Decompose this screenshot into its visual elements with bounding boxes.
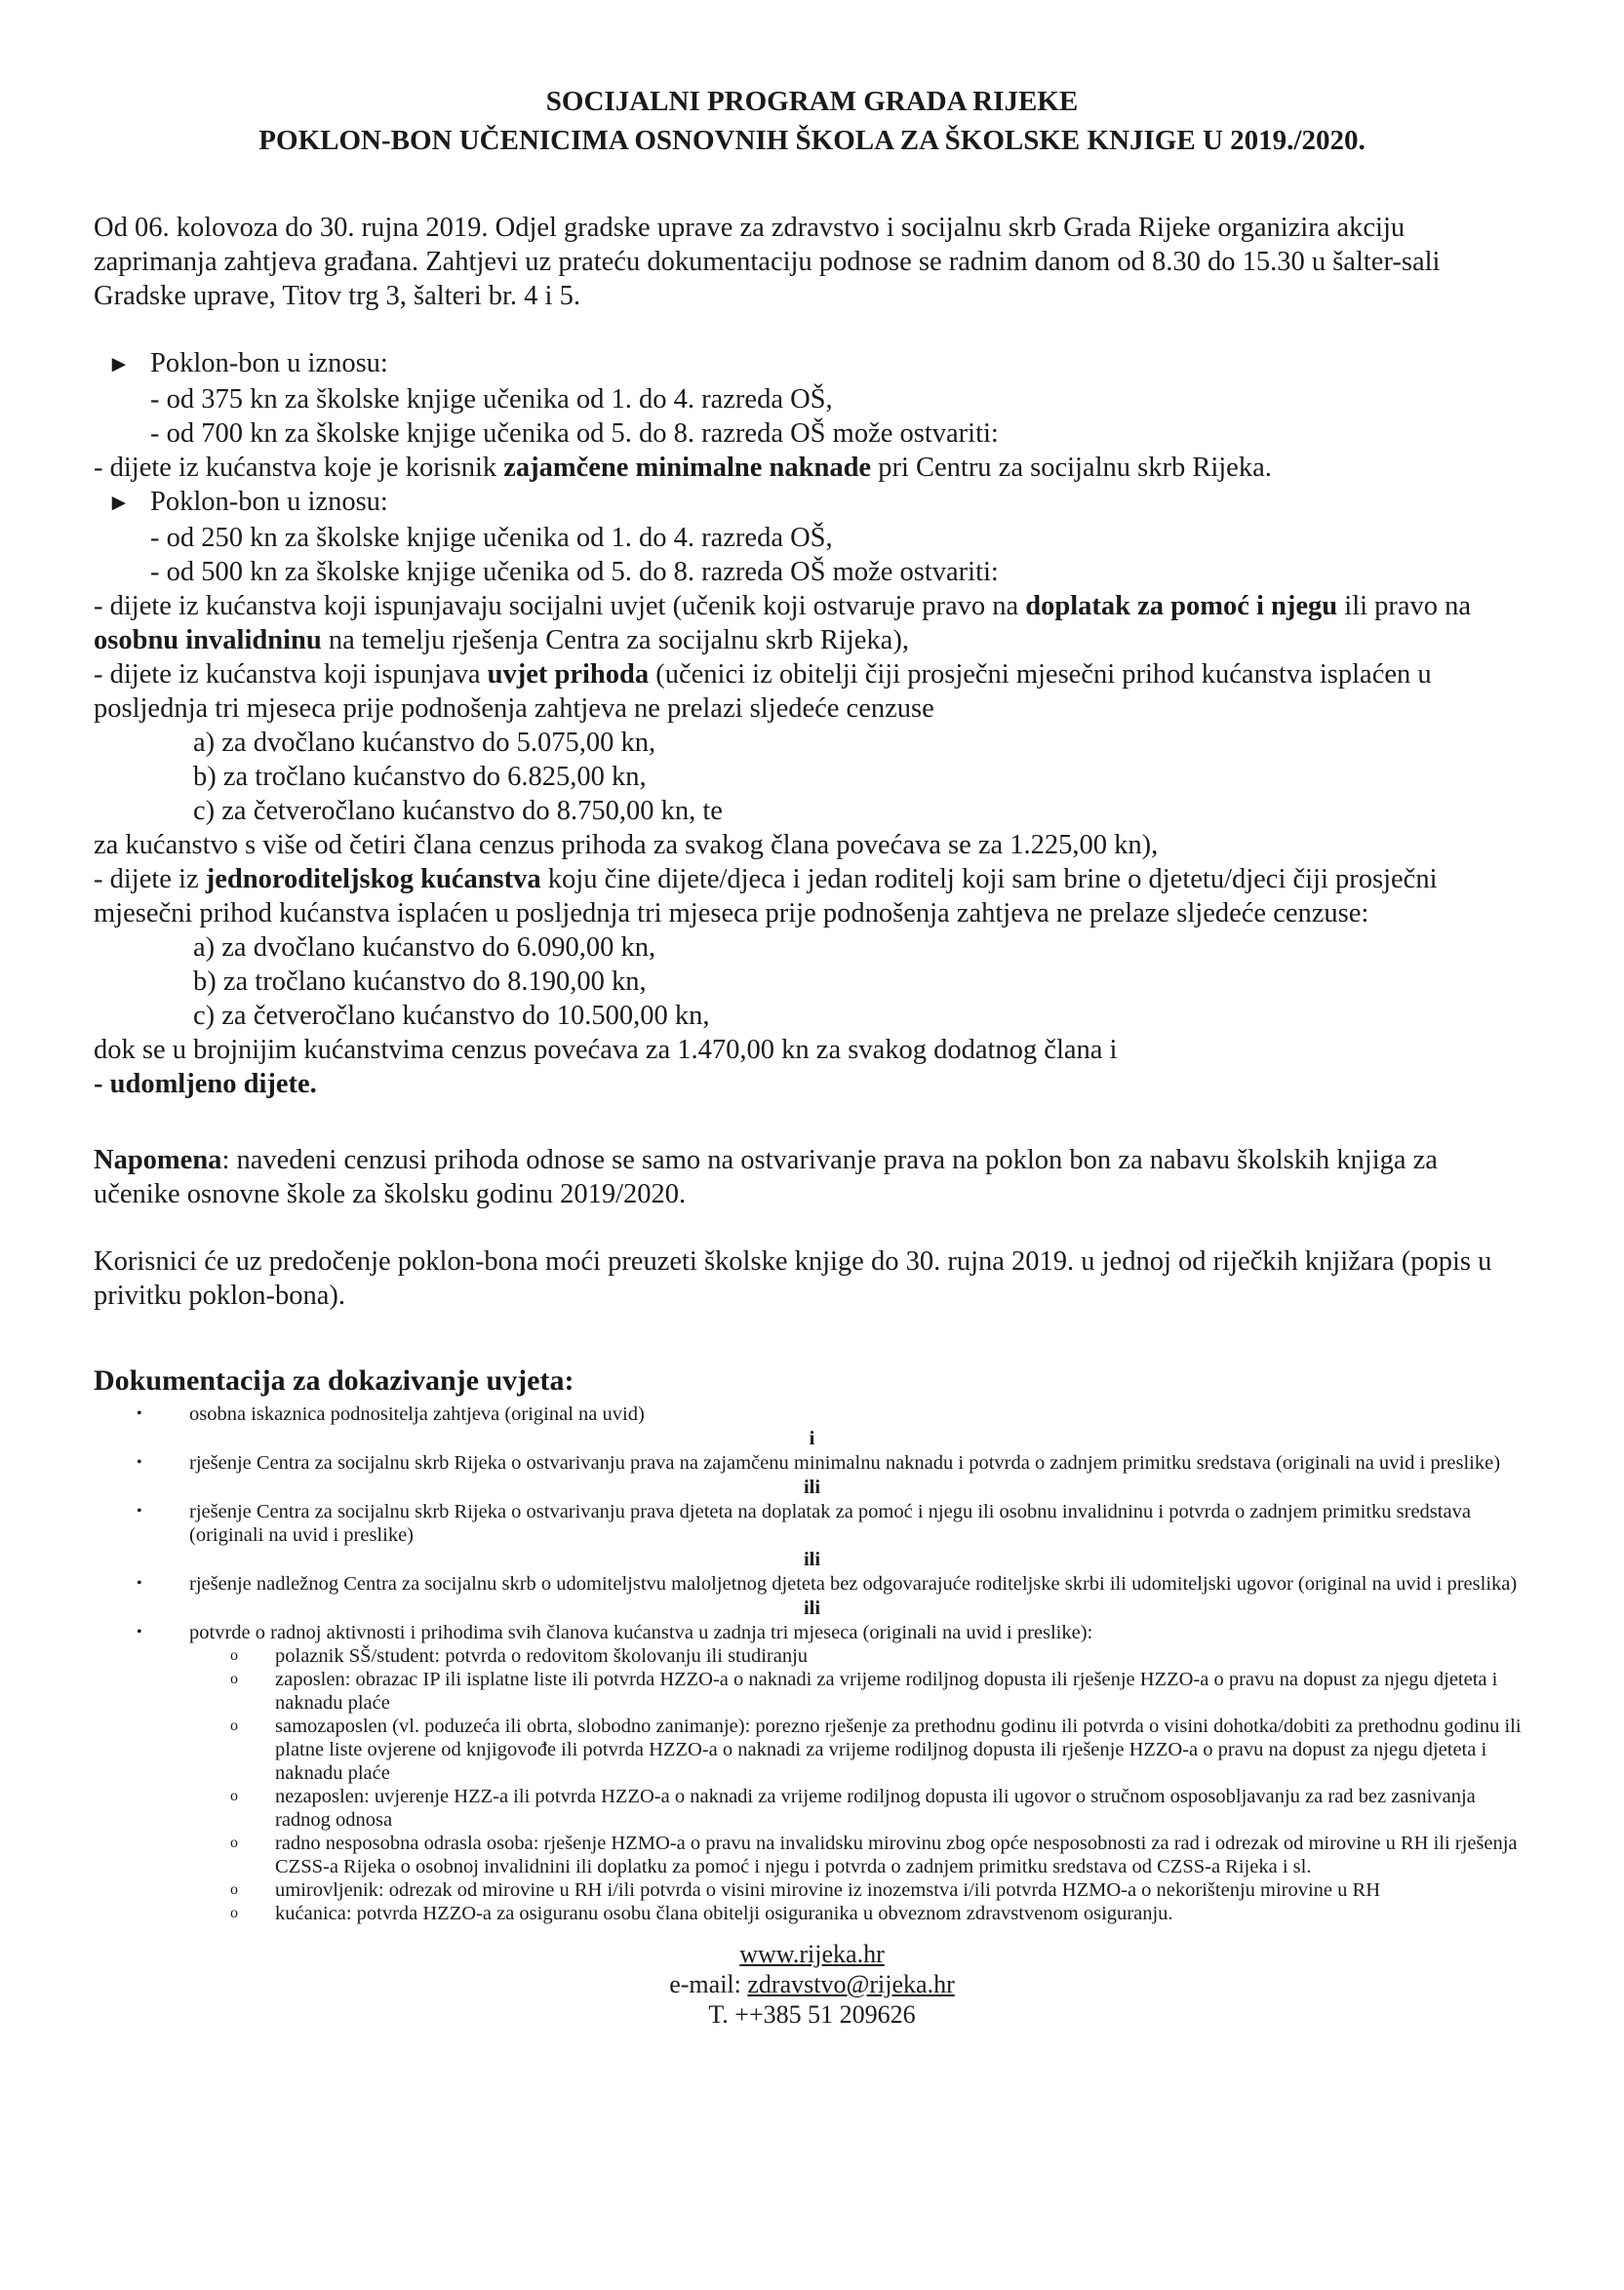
condition-single-parent (94, 862, 1530, 930)
circle-bullet-icon: o (230, 1835, 238, 1851)
bullet-icon: • (137, 1503, 142, 1520)
text-segment: na temelju rješenja Centra za socijalnu skrb Rijeka), (321, 625, 909, 655)
bold-term: jednoroditeljskog kućanstva (205, 864, 541, 894)
census-item: c) za četveročlano kućanstvo do 10.500,00 kn, (193, 1001, 710, 1031)
text-segment: - dijete iz kućanstva koji ispunjavaju socijalni uvjet (učenik koji ostvaruje pravo na (94, 591, 1026, 621)
bold-term: uvjet prihoda (487, 659, 650, 690)
text-segment: koju čine dijete/djeca i jedan roditelj koji sam brine o djetetu/djeci čiji prosječni mjesečni prihod kućanstva isplaćen u posljednja tri mjeseca prije podnošenja zahtjeva ne prelaze sljedeće cenzuse: (94, 864, 1438, 928)
footer (94, 1939, 1530, 2030)
sub-list-item (230, 1668, 1530, 1715)
section-1-condition (94, 451, 1530, 485)
connector-word: ili (803, 1598, 821, 1619)
census-tail: dok se u brojnijim kućanstvima cenzus povećava za 1.470,00 kn za svakog dodatnog člana i (94, 1035, 1118, 1065)
section-1-heading: Poklon-bon u iznosu: (150, 348, 388, 378)
section-1-heading-row (94, 346, 1530, 382)
note-label: Napomena (94, 1145, 222, 1175)
note-paragraph (94, 1143, 1530, 1211)
section-2-heading: Poklon-bon u iznosu: (150, 487, 388, 517)
section-2-item: - od 250 kn za školske knjige učenika od 1. do 4. razreda OŠ, (150, 523, 833, 553)
circle-bullet-icon: o (230, 1905, 238, 1921)
condition-income (94, 657, 1530, 726)
arrow-icon: ► (107, 491, 131, 516)
census-item: a) za dvočlano kućanstvo do 5.075,00 kn, (193, 728, 656, 758)
bullet-icon: • (137, 1405, 142, 1422)
bullet-icon: • (137, 1575, 142, 1592)
circle-bullet-icon: o (230, 1647, 238, 1664)
list-item-text: osobna iskaznica podnositelja zahtjeva (original na uvid) (189, 1403, 645, 1425)
users-paragraph: Korisnici će uz predočenje poklon-bona moći preuzeti školske knjige do 30. rujna 2019. u jednoj od riječkih knjižara (popis u privitku poklon-bona). (94, 1246, 1492, 1311)
email-label: e-mail: (669, 1970, 748, 1998)
section-2-item: - od 500 kn za školske knjige učenika od 5. do 8. razreda OŠ može ostvariti: (150, 557, 999, 587)
document-title-line1: SOCIJALNI PROGRAM GRADA RIJEKE (545, 86, 1079, 117)
sub-list-item (230, 1644, 1530, 1668)
sub-list-item (230, 1902, 1530, 1925)
sub-list-item (230, 1878, 1530, 1902)
sub-list-item-text: polaznik SŠ/student: potvrda o redovitom školovanju ili studiranju (275, 1645, 809, 1667)
note-text: : navedeni cenzusi prihoda odnose se samo na ostvarivanje prava na poklon bon za nabavu školskih knjiga za učenike osnovne škole za školsku godinu 2019/2020. (94, 1145, 1438, 1209)
document-title-line2: POKLON-BON UČENICIMA OSNOVNIH ŠKOLA ZA ŠKOLSKE KNJIGE U 2019./2020. (258, 125, 1366, 156)
census-tail: za kućanstvo s više od četiri člana cenzus prihoda za svakog člana povećava se za 1.225,00 kn), (94, 830, 1159, 860)
connector-word: ili (803, 1477, 821, 1498)
census-item: b) za tročlano kućanstvo do 8.190,00 kn, (193, 967, 647, 997)
list-item-text: rješenje Centra za socijalnu skrb Rijeka o ostvarivanju prava na zajamčenu minimalnu naknadu i potvrda o zadnjem primitku sredstava (originali na uvid i preslike) (189, 1452, 1501, 1474)
intro-paragraph: Od 06. kolovoza do 30. rujna 2019. Odjel gradske uprave za zdravstvo i socijalnu skrb Grada Rijeke organizira akciju zaprimanja zahtjeva građana. Zahtjevi uz prateću dokumentaciju podnose se radnim danom od 8.30 do 15.30 u šalter-sali Gradske uprave, Titov trg 3, šalteri br. 4 i 5. (94, 213, 1441, 311)
census-item: c) za četveročlano kućanstvo do 8.750,00 kn, te (193, 796, 723, 826)
documentation-list (94, 1402, 1530, 1925)
census-item: a) za dvočlano kućanstvo do 6.090,00 kn, (193, 932, 656, 963)
sub-list-item-text: zaposlen: obrazac IP ili isplatne liste ili potvrda HZZO-a o naknadi za vrijeme rodiljnog dopusta ili rješenje HZZO-a o pravu na dopust za njegu djeteta i naknadu plaće (275, 1669, 1498, 1714)
text-segment: (učenici iz obitelji čiji prosječni mjesečni prihod kućanstva isplaćen u posljednja tri mjeseca prije podnošenja zahtjeva ne prelazi sljedeće cenzuse (94, 659, 1432, 724)
email-link[interactable]: zdravstvo@rijeka.hr (747, 1970, 955, 1998)
arrow-icon: ► (107, 352, 131, 377)
bullet-icon: • (137, 1454, 142, 1471)
condition-social (94, 589, 1530, 657)
list-item-text: potvrde o radnoj aktivnosti i prihodima svih članova kućanstva u zadnja tri mjeseca (originali na uvid i preslike): (189, 1622, 1093, 1643)
circle-bullet-icon: o (230, 1788, 238, 1804)
circle-bullet-icon: o (230, 1718, 238, 1734)
connector-word: ili (803, 1549, 821, 1570)
section-2-heading-row (94, 485, 1530, 521)
list-item (137, 1500, 1530, 1547)
sub-list-item (230, 1785, 1530, 1832)
bold-term: - udomljeno dijete. (94, 1069, 317, 1099)
phone-number: T. ++385 51 209626 (708, 2000, 916, 2029)
list-item (137, 1451, 1530, 1475)
website-link[interactable]: www.rijeka.hr (739, 1940, 885, 1968)
text-segment: - dijete iz (94, 864, 206, 894)
section-2 (94, 485, 1530, 1101)
section-1-item: - od 375 kn za školske knjige učenika od 1. do 4. razreda OŠ, (150, 384, 833, 415)
list-item-text: rješenje Centra za socijalnu skrb Rijeka o ostvarivanju prava djeteta na doplatak za pomoć i njegu ili osobnu invalidninu i potvrda o zadnjem primitku sredstava (originali na uvid i preslike) (189, 1501, 1471, 1546)
list-item (137, 1572, 1530, 1596)
sub-list-item-text: kućanica: potvrda HZZO-a za osiguranu osobu člana obitelji osiguranika u obveznom zdravstvenom osiguranju. (275, 1903, 1173, 1924)
sub-list-item (230, 1832, 1530, 1878)
list-item-text: rješenje nadležnog Centra za socijalnu skrb o udomiteljstvu maloljetnog djeteta bez odgovarajuće roditeljske skrbi ili udomiteljski ugovor (original na uvid i preslika) (189, 1573, 1518, 1595)
text-segment: - dijete iz kućanstva koji ispunjava (94, 659, 488, 690)
circle-bullet-icon: o (230, 1881, 238, 1898)
census-item: b) za tročlano kućanstvo do 6.825,00 kn, (193, 762, 647, 792)
bullet-icon: • (137, 1624, 142, 1640)
text-segment: - dijete iz kućanstva koje je korisnik (94, 453, 504, 483)
circle-bullet-icon: o (230, 1671, 238, 1687)
section-1-item: - od 700 kn za školske knjige učenika od 5. do 8. razreda OŠ može ostvariti: (150, 418, 999, 449)
sub-list-item-text: radno nesposobna odrasla osoba: rješenje HZMO-a o pravu na invalidsku mirovinu zbog opće nesposobnosti za rad i odrezak od mirovine u RH ili rješenja CZSS-a Rijeka o osobnoj invalidnini ili doplatku za pomoć i njegu i potvrda o zadnjem primitku sredstava od CZSS-a Rijeka i sl. (275, 1833, 1518, 1877)
text-segment: pri Centru za socijalnu skrb Rijeka. (871, 453, 1272, 483)
condition-foster (94, 1067, 1530, 1101)
sub-list-item-text: umirovljenik: odrezak od mirovine u RH i/ili potvrda o visini mirovine iz inozemstva i/ili potvrda HZMO-a o nekorištenju mirovine u RH (275, 1879, 1381, 1901)
list-item (137, 1621, 1530, 1644)
list-item (137, 1402, 1530, 1426)
bold-term: doplatak za pomoć i njegu (1025, 591, 1338, 621)
section-1 (94, 346, 1530, 485)
connector-word: i (809, 1428, 815, 1449)
sub-list-item-text: samozaposlen (vl. poduzeća ili obrta, slobodno zanimanje): porezno rješenje za prethodnu godinu ili potvrda o visini dohotka/dobiti za prethodnu godinu ili platne liste ovjerene od knjigovođe ili potvrda HZZO-a o naknadi za vrijeme rodiljnog dopusta ili rješenje HZZO-a o pravu na dopust za njegu djeteta i naknadu plaće (275, 1716, 1522, 1784)
bold-term: osobnu invalidninu (94, 625, 322, 655)
sub-list-item (230, 1715, 1530, 1785)
text-segment: ili pravo na (1337, 591, 1472, 621)
documentation-heading: Dokumentacija za dokazivanje uvjeta: (94, 1364, 574, 1397)
bold-term: zajamčene minimalne naknade (503, 453, 872, 483)
sub-list-item-text: nezaposlen: uvjerenje HZZ-a ili potvrda HZZO-a o naknadi za vrijeme rodiljnog dopusta ili ugovor o stručnom osposobljavanju za rad bez zasnivanja radnog odnosa (275, 1786, 1476, 1831)
